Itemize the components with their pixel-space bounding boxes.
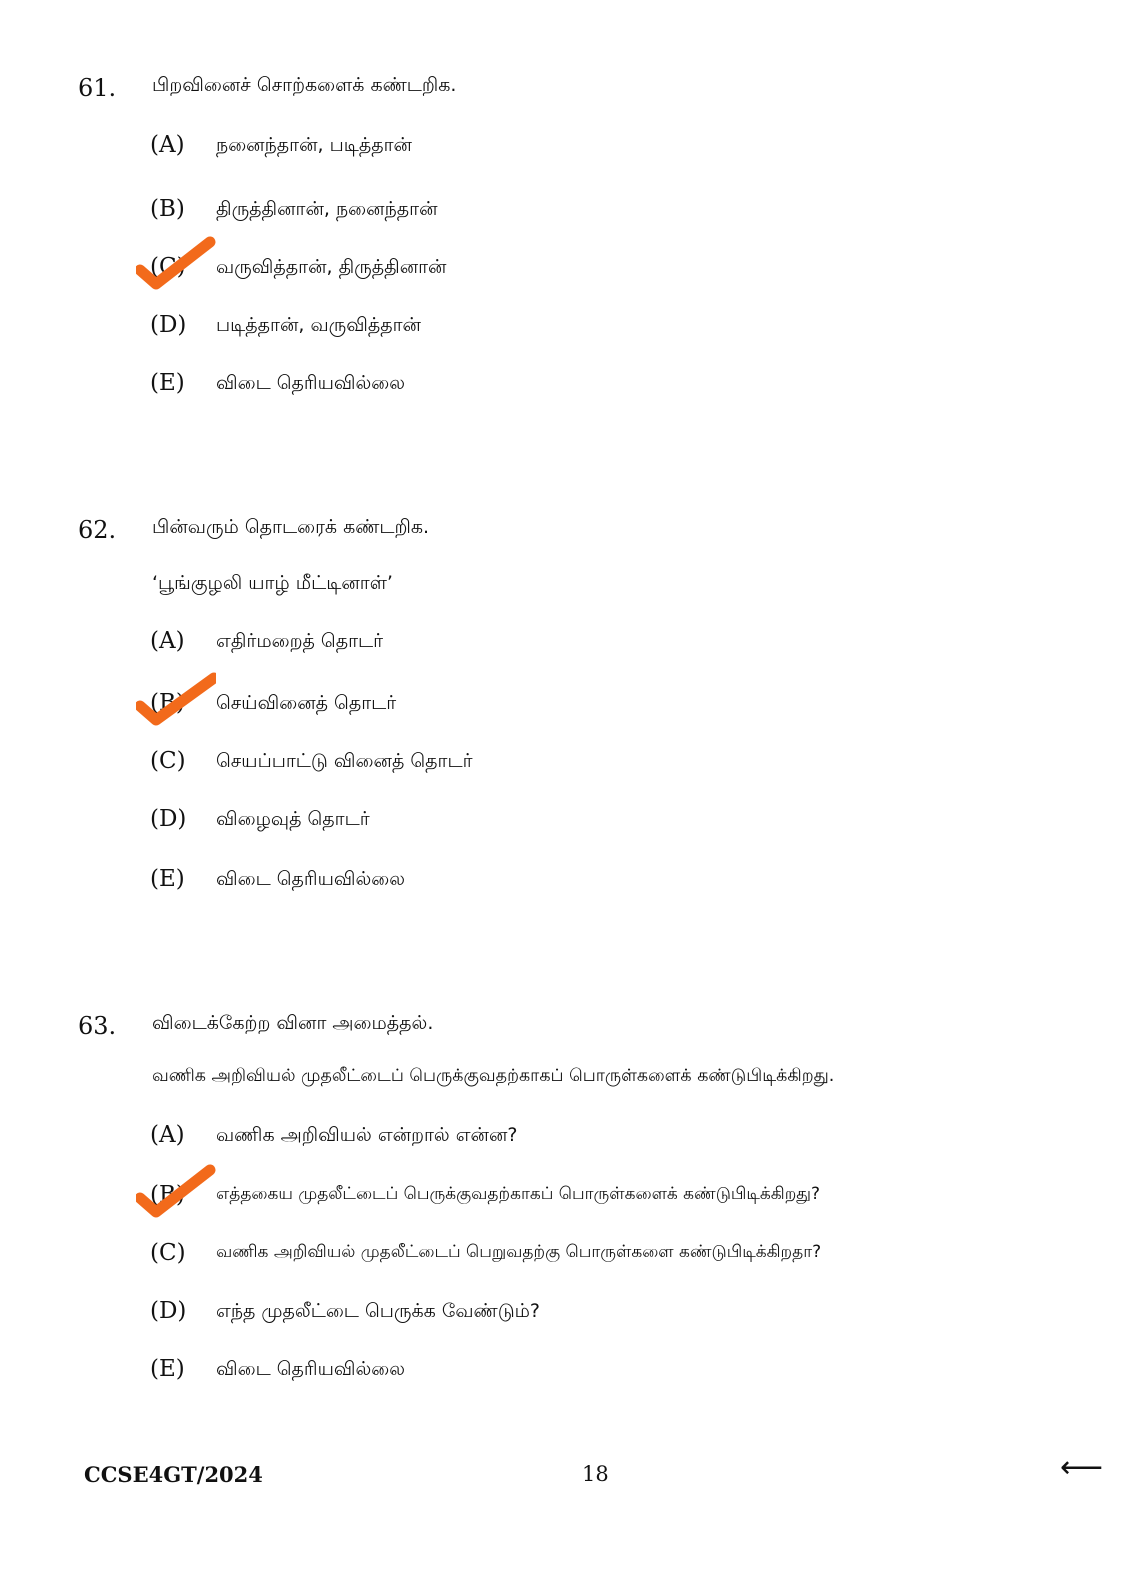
option-text: வணிக அறிவியல் என்றால் என்ன?: [216, 1124, 518, 1146]
page-number: 18: [582, 1462, 609, 1486]
option-letter: (C): [150, 254, 186, 280]
option-text: வருவித்தான், திருத்தினான்: [216, 256, 447, 278]
option-letter: (B): [150, 690, 185, 716]
option-text: எத்தகைய முதலீட்டைப் பெருக்குவதற்காகப் பொருள்களைக் கண்டுபிடிக்கிறது?: [216, 1184, 821, 1204]
option-text: திருத்தினான், நனைந்தான்: [216, 198, 438, 220]
left-arrow-icon[interactable]: ⟵: [1060, 1450, 1104, 1485]
option-letter: (D): [150, 312, 187, 338]
option-text: விடை தெரியவில்லை: [216, 372, 406, 394]
option-text: நனைந்தான், படித்தான்: [216, 134, 412, 156]
checkmark-icon: [136, 234, 216, 294]
option-text: செய்வினைத் தொடர்: [216, 692, 397, 714]
option-letter: (E): [150, 370, 185, 396]
question-prompt: பின்வரும் தொடரைக் கண்டறிக.: [152, 516, 430, 538]
option-letter: (D): [150, 806, 187, 832]
option-text: செயப்பாட்டு வினைத் தொடர்: [216, 750, 473, 772]
option-letter: (A): [150, 1122, 185, 1148]
option-text: எந்த முதலீட்டை பெருக்க வேண்டும்?: [216, 1300, 541, 1322]
question-number: 61.: [78, 74, 117, 102]
question-number: 63.: [78, 1012, 117, 1040]
option-text: விழைவுத் தொடர்: [216, 808, 370, 830]
option-letter: (A): [150, 132, 185, 158]
exam-code: CCSE4GT/2024: [84, 1462, 263, 1487]
option-text: வணிக அறிவியல் முதலீட்டைப் பெறுவதற்கு பொருள்களை கண்டுபிடிக்கிறதா?: [216, 1242, 822, 1262]
question-prompt: பிறவினைச் சொற்களைக் கண்டறிக.: [152, 74, 457, 96]
option-text: விடை தெரியவில்லை: [216, 868, 406, 890]
option-letter: (B): [150, 1182, 185, 1208]
question-subtext: ‘பூங்குழலி யாழ் மீட்டினாள்’: [152, 572, 393, 594]
option-letter: (A): [150, 628, 185, 654]
checkmark-icon: [136, 670, 216, 730]
option-letter: (C): [150, 1240, 186, 1266]
option-text: விடை தெரியவில்லை: [216, 1358, 406, 1380]
option-letter: (D): [150, 1298, 187, 1324]
option-text: எதிர்மறைத் தொடர்: [216, 630, 384, 652]
question-subtext: வணிக அறிவியல் முதலீட்டைப் பெருக்குவதற்காகப் பொருள்களைக் கண்டுபிடிக்கிறது.: [152, 1066, 835, 1086]
question-number: 62.: [78, 516, 117, 544]
option-letter: (C): [150, 748, 186, 774]
option-letter: (B): [150, 196, 185, 222]
option-letter: (E): [150, 866, 185, 892]
checkmark-icon: [136, 1162, 216, 1222]
option-letter: (E): [150, 1356, 185, 1382]
question-prompt: விடைக்கேற்ற வினா அமைத்தல்.: [152, 1012, 434, 1034]
option-text: படித்தான், வருவித்தான்: [216, 314, 421, 336]
